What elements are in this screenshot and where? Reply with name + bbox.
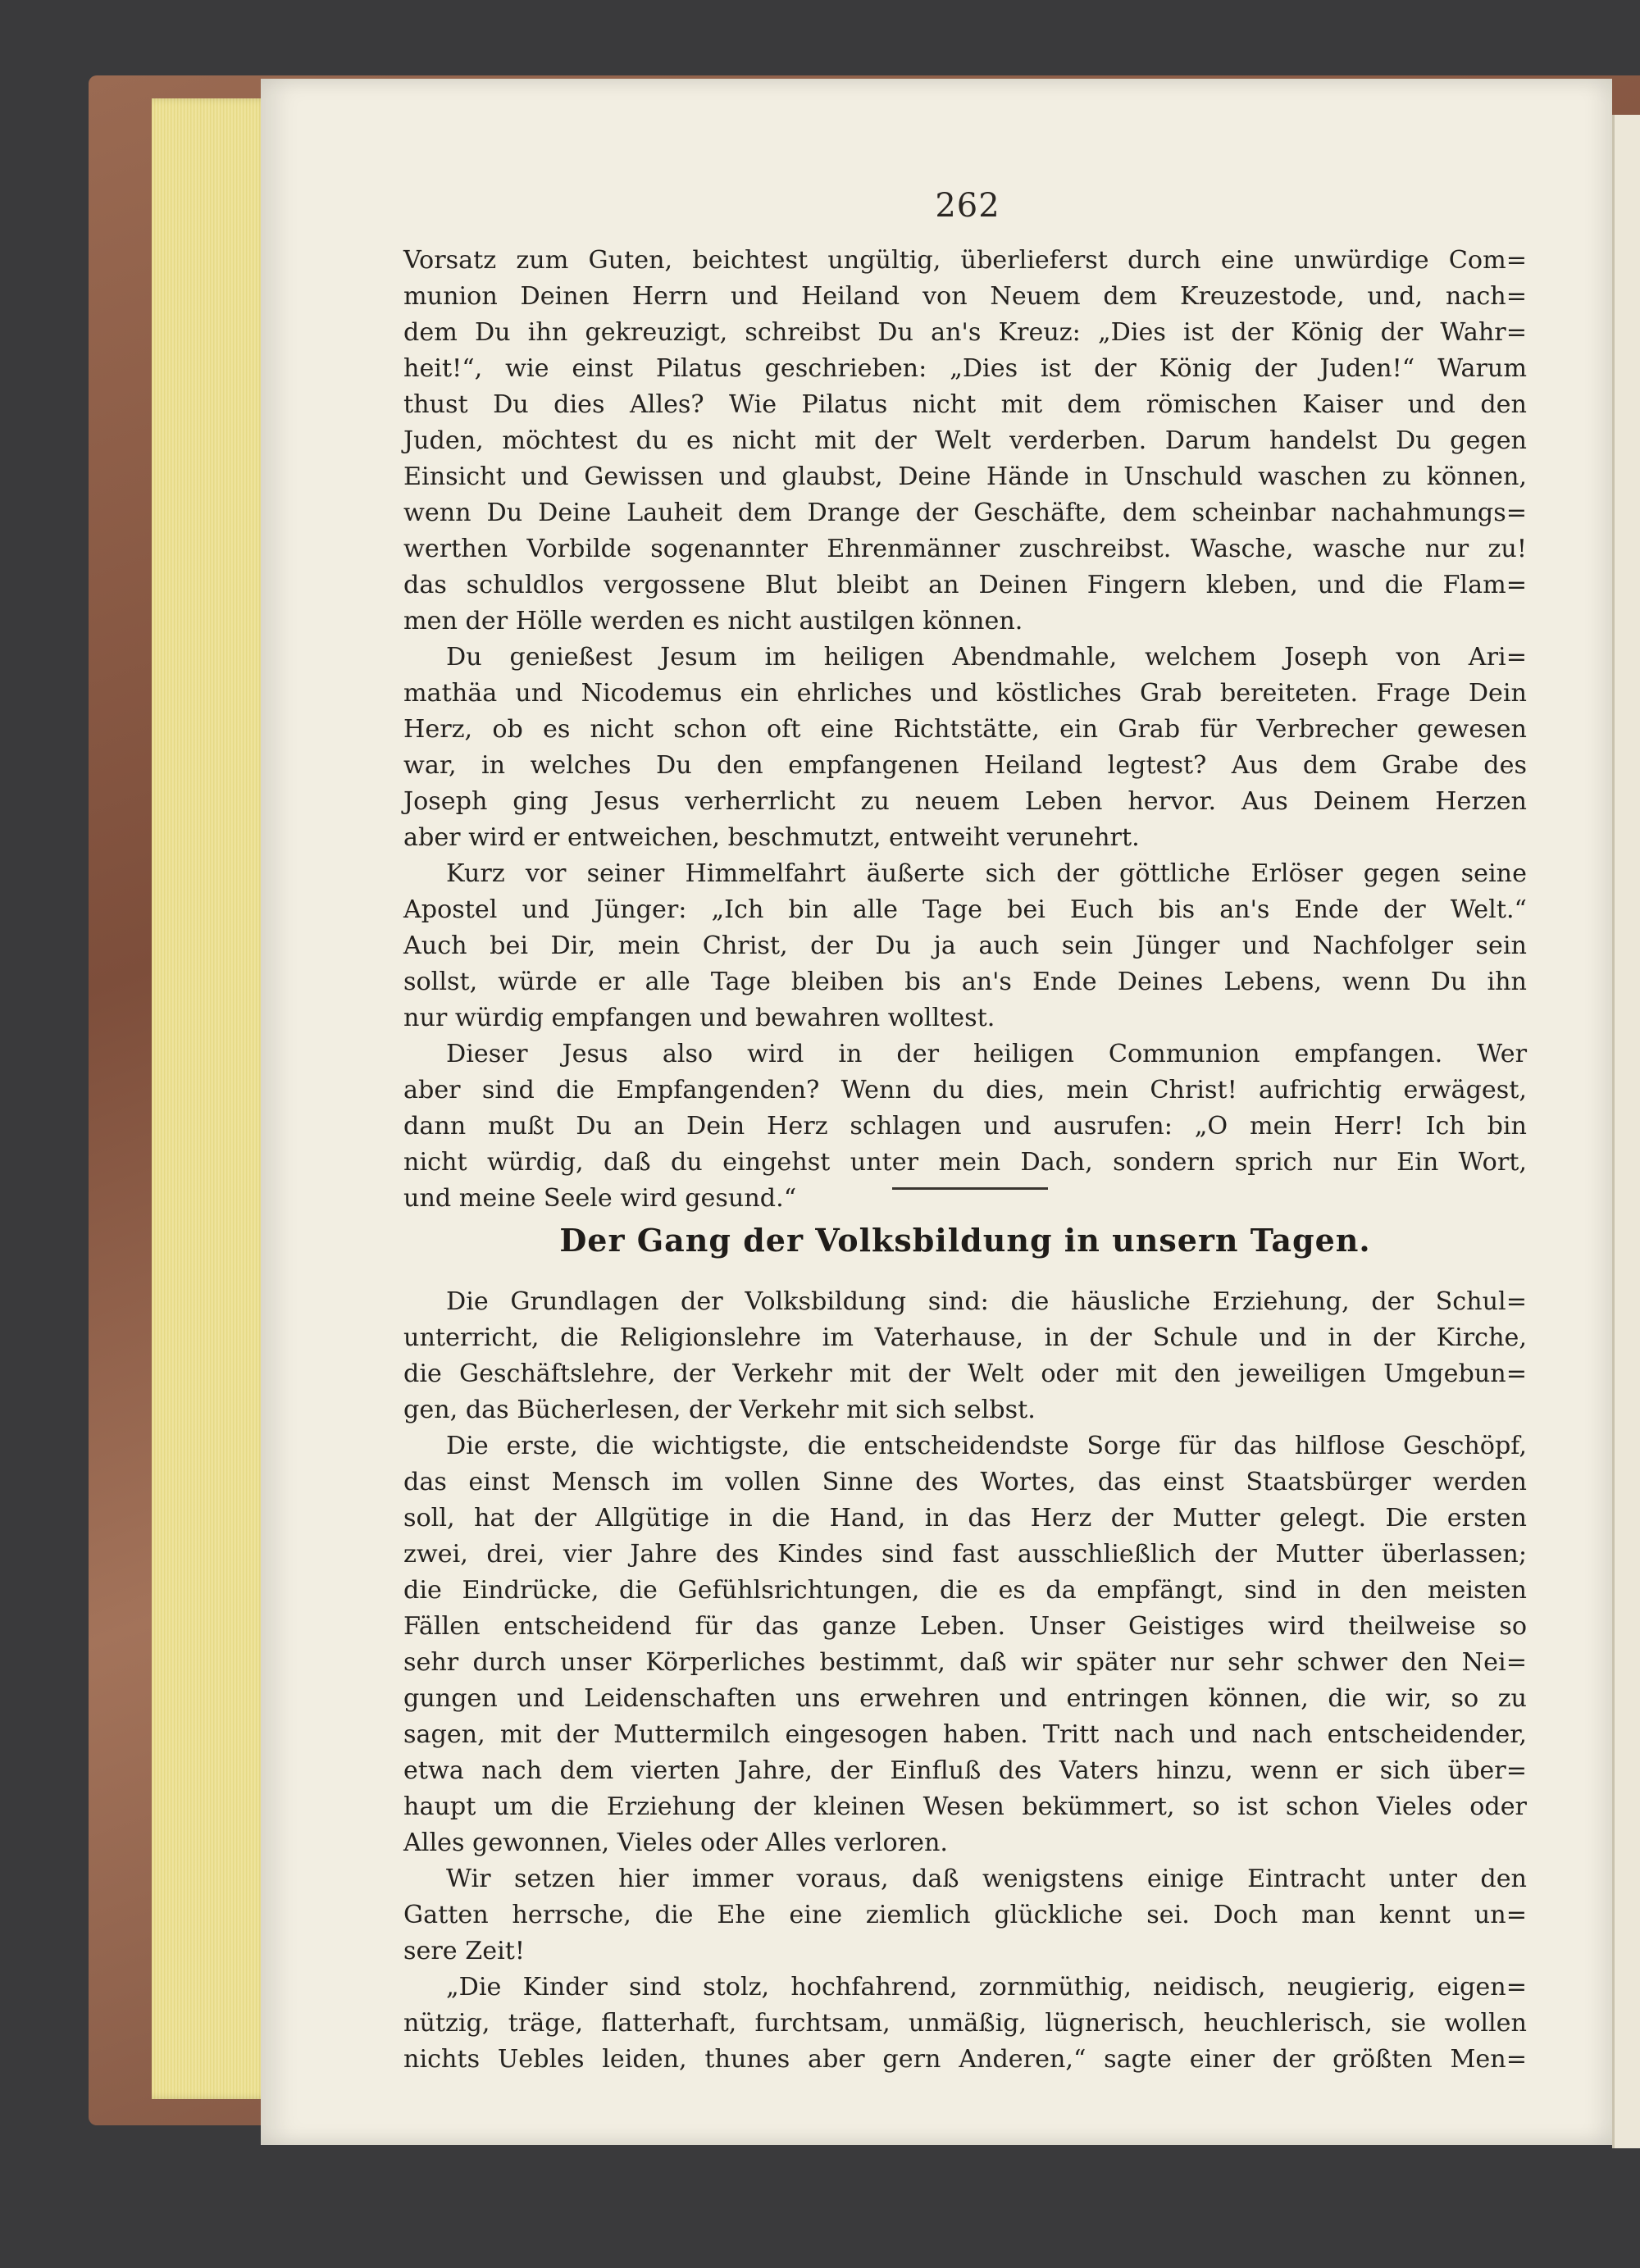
text-line: und meine Seele wird gesund.“ <box>403 1184 797 1213</box>
text-line: war, in welches Du den empfangenen Heiland legtest? Aus dem Grabe des <box>403 751 1527 780</box>
text-line: dem Du ihn gekreuzigt, schreibst Du an's Kreuz: „Dies ist der König der Wahr= <box>403 318 1527 347</box>
section-divider <box>892 1187 1048 1190</box>
text-line: sehr durch unser Körperliches bestimmt, daß wir später nur sehr schwer den Nei= <box>403 1648 1527 1677</box>
text-line: nicht würdig, daß du eingehst unter mein Dach, sondern sprich nur Ein Wort, <box>403 1148 1527 1177</box>
page-number: 262 <box>935 187 1000 225</box>
text-line: Dieser Jesus also wird in der heiligen Communion empfangen. Wer <box>446 1040 1527 1068</box>
text-line: Vorsatz zum Guten, beichtest ungültig, überlieferst durch eine unwürdige Com= <box>403 246 1527 275</box>
text-line: haupt um die Erziehung der kleinen Wesen bekümmert, so ist schon Vieles oder <box>403 1792 1527 1821</box>
facing-page-edge <box>1612 115 1640 2148</box>
text-line: Alles gewonnen, Vieles oder Alles verloren. <box>403 1829 949 1857</box>
text-line: etwa nach dem vierten Jahre, der Einfluß des Vaters hinzu, wenn er sich über= <box>403 1756 1527 1785</box>
text-line: Gatten herrsche, die Ehe eine ziemlich glückliche sei. Doch man kennt un= <box>403 1901 1527 1929</box>
body-text-section-2 <box>403 1284 1527 2078</box>
text-line: mathäa und Nicodemus ein ehrliches und köstliches Grab bereiteten. Frage Dein <box>403 679 1527 708</box>
section-heading: Der Gang der Volksbildung in unsern Tagen. <box>559 1222 1371 1259</box>
text-line: nichts Uebles leiden, thunes aber gern Anderen,“ sagte einer der größten Men= <box>403 2045 1527 2074</box>
text-line: Kurz vor seiner Himmelfahrt äußerte sich der göttliche Erlöser gegen seine <box>446 859 1527 888</box>
text-line: soll, hat der Allgütige in die Hand, in das Herz der Mutter gelegt. Die ersten <box>403 1504 1527 1532</box>
text-line: gungen und Leidenschaften uns erwehren und entringen können, die wir, so zu <box>403 1684 1527 1713</box>
text-line: nur würdig empfangen und bewahren wolltest. <box>403 1004 995 1032</box>
text-line: unterricht, die Religionslehre im Vaterhause, in der Schule und in der Kirche, <box>403 1323 1527 1352</box>
text-line: Die Grundlagen der Volksbildung sind: die häusliche Erziehung, der Schul= <box>446 1287 1527 1316</box>
text-line: die Geschäftslehre, der Verkehr mit der Welt oder mit den jeweiligen Umgebun= <box>403 1359 1527 1388</box>
text-line: aber wird er entweichen, beschmutzt, entweiht verunehrt. <box>403 823 1140 852</box>
text-line: Auch bei Dir, mein Christ, der Du ja auch sein Jünger und Nachfolger sein <box>403 931 1527 960</box>
text-line: Joseph ging Jesus verherrlicht zu neuem Leben hervor. Aus Deinem Herzen <box>403 787 1527 816</box>
text-line: Fällen entscheidend für das ganze Leben. Unser Geistiges wird theilweise so <box>403 1612 1527 1641</box>
text-line: dann mußt Du an Dein Herz schlagen und ausrufen: „O mein Herr! Ich bin <box>403 1112 1527 1141</box>
text-line: men der Hölle werden es nicht austilgen können. <box>403 607 1023 635</box>
body-text-section-1 <box>403 243 1527 1217</box>
page-edges <box>152 98 271 2099</box>
text-line: „Die Kinder sind stolz, hochfahrend, zornmüthig, neidisch, neugierig, eigen= <box>446 1973 1527 2002</box>
text-line: Einsicht und Gewissen und glaubst, Deine Hände in Unschuld waschen zu können, <box>403 462 1527 491</box>
text-line: zwei, drei, vier Jahre des Kindes sind fast ausschließlich der Mutter überlassen; <box>403 1540 1527 1569</box>
text-line: das schuldlos vergossene Blut bleibt an Deinen Fingern kleben, und die Flam= <box>403 571 1527 599</box>
text-line: Apostel und Jünger: „Ich bin alle Tage bei Euch bis an's Ende der Welt.“ <box>403 895 1527 924</box>
text-line: Wir setzen hier immer voraus, daß wenigstens einige Eintracht unter den <box>446 1865 1527 1893</box>
text-line: wenn Du Deine Lauheit dem Drange der Geschäfte, dem scheinbar nachahmungs= <box>403 499 1527 527</box>
text-line: Die erste, die wichtigste, die entscheidendste Sorge für das hilflose Geschöpf, <box>446 1432 1527 1460</box>
text-line: Du genießest Jesum im heiligen Abendmahle, welchem Joseph von Ari= <box>446 643 1527 672</box>
text-line: Herz, ob es nicht schon oft eine Richtstätte, ein Grab für Verbrecher gewesen <box>403 715 1527 744</box>
text-line: munion Deinen Herrn und Heiland von Neuem dem Kreuzestode, und, nach= <box>403 282 1527 311</box>
text-line: aber sind die Empfangenden? Wenn du dies, mein Christ! aufrichtig erwägest, <box>403 1076 1527 1104</box>
text-line: das einst Mensch im vollen Sinne des Wortes, das einst Staatsbürger werden <box>403 1468 1527 1496</box>
text-line: gen, das Bücherlesen, der Verkehr mit sich selbst. <box>403 1396 1036 1424</box>
text-line: heit!“, wie einst Pilatus geschrieben: „Dies ist der König der Juden!“ Warum <box>403 354 1527 383</box>
text-line: Juden, möchtest du es nicht mit der Welt verderben. Darum handelst Du gegen <box>403 426 1527 455</box>
text-line: thust Du dies Alles? Wie Pilatus nicht mit dem römischen Kaiser und den <box>403 390 1527 419</box>
text-line: werthen Vorbilde sogenannter Ehrenmänner zuschreibst. Wasche, wasche nur zu! <box>403 535 1527 563</box>
text-line: sere Zeit! <box>403 1937 526 1965</box>
text-line: sollst, würde er alle Tage bleiben bis an's Ende Deines Lebens, wenn Du ihn <box>403 968 1527 996</box>
text-line: die Eindrücke, die Gefühlsrichtungen, die es da empfängt, sind in den meisten <box>403 1576 1527 1605</box>
text-line: sagen, mit der Muttermilch eingesogen haben. Tritt nach und nach entscheidender, <box>403 1720 1527 1749</box>
text-line: nützig, träge, flatterhaft, furchtsam, unmäßig, lügnerisch, heuchlerisch, sie wollen <box>403 2009 1527 2038</box>
